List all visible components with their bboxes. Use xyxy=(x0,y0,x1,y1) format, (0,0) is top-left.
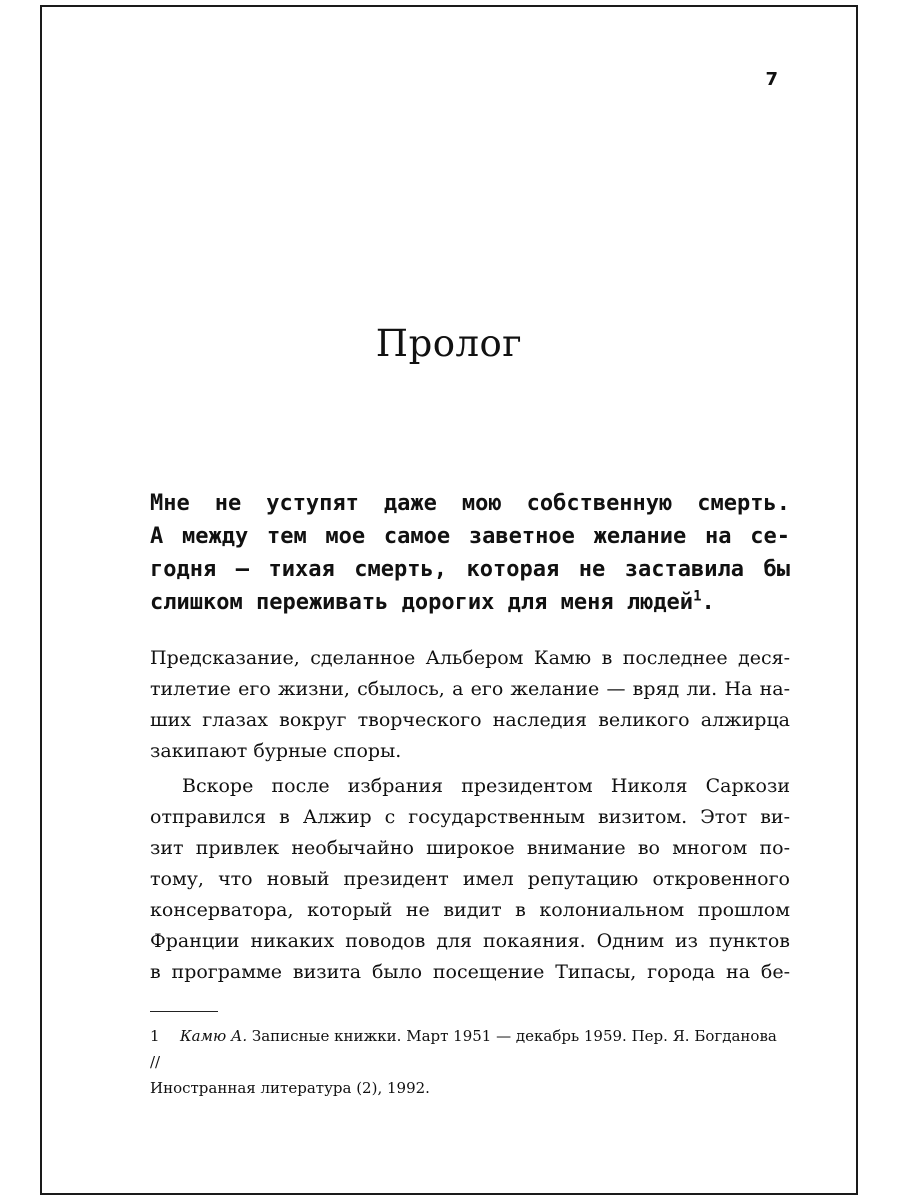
epigraph-line-text: слишком переживать дорогих для меня людей xyxy=(150,590,694,615)
text-line: Вскоре после избрания президентом Николя Саркози xyxy=(182,775,790,797)
footnote-author: Камю А. xyxy=(180,1027,248,1045)
page-number: 7 xyxy=(765,69,778,90)
text-line: закипают бурные споры. xyxy=(150,740,402,762)
paragraph-1 xyxy=(150,643,790,767)
paragraph-2 xyxy=(150,771,790,988)
text-line: консерватора, который не видит в колониальном прошлом xyxy=(150,899,790,921)
footnote-text: Записные книжки. Март 1951 — декабрь 1959. Пер. Я. Богданова // xyxy=(150,1027,777,1071)
text-line: зит привлек необычайно широкое внимание во многом по- xyxy=(150,837,790,859)
text-line: Предсказание, сделанное Альбером Камю в последнее деся- xyxy=(150,647,790,669)
text-line: Франции никаких поводов для покаяния. Одним из пунктов xyxy=(150,930,790,952)
footnote-mark: 1 xyxy=(693,588,702,605)
epigraph-line: годня — тихая смерть, которая не заставила бы xyxy=(150,557,790,582)
body-text xyxy=(150,643,790,992)
footnote xyxy=(150,1023,790,1101)
text-line: ших глазах вокруг творческого наследия великого алжирца xyxy=(150,709,790,731)
epigraph-line: А между тем мое самое заветное желание на се- xyxy=(150,524,790,549)
footnote-divider xyxy=(150,1011,218,1012)
footnote-line-2: Иностранная литература (2), 1992. xyxy=(150,1079,430,1097)
text-line: в программе визита было посещение Типасы, города на бе- xyxy=(150,961,790,983)
epigraph-line-last xyxy=(150,586,790,619)
text-line: отправился в Алжир с государственным визитом. Этот ви- xyxy=(150,806,790,828)
footnote-number: 1 xyxy=(150,1027,160,1045)
chapter-title: Пролог xyxy=(375,322,523,365)
epigraph-line: Мне не уступят даже мою собственную смерть. xyxy=(150,491,790,516)
text-line: тому, что новый президент имел репутацию откровенного xyxy=(150,868,790,890)
book-page xyxy=(40,5,858,1195)
footnote-line-1 xyxy=(150,1023,790,1075)
text-line: тилетие его жизни, сбылось, а его желание — вряд ли. На на- xyxy=(150,678,790,700)
epigraph-end-punct: . xyxy=(701,590,715,615)
epigraph xyxy=(150,487,790,619)
